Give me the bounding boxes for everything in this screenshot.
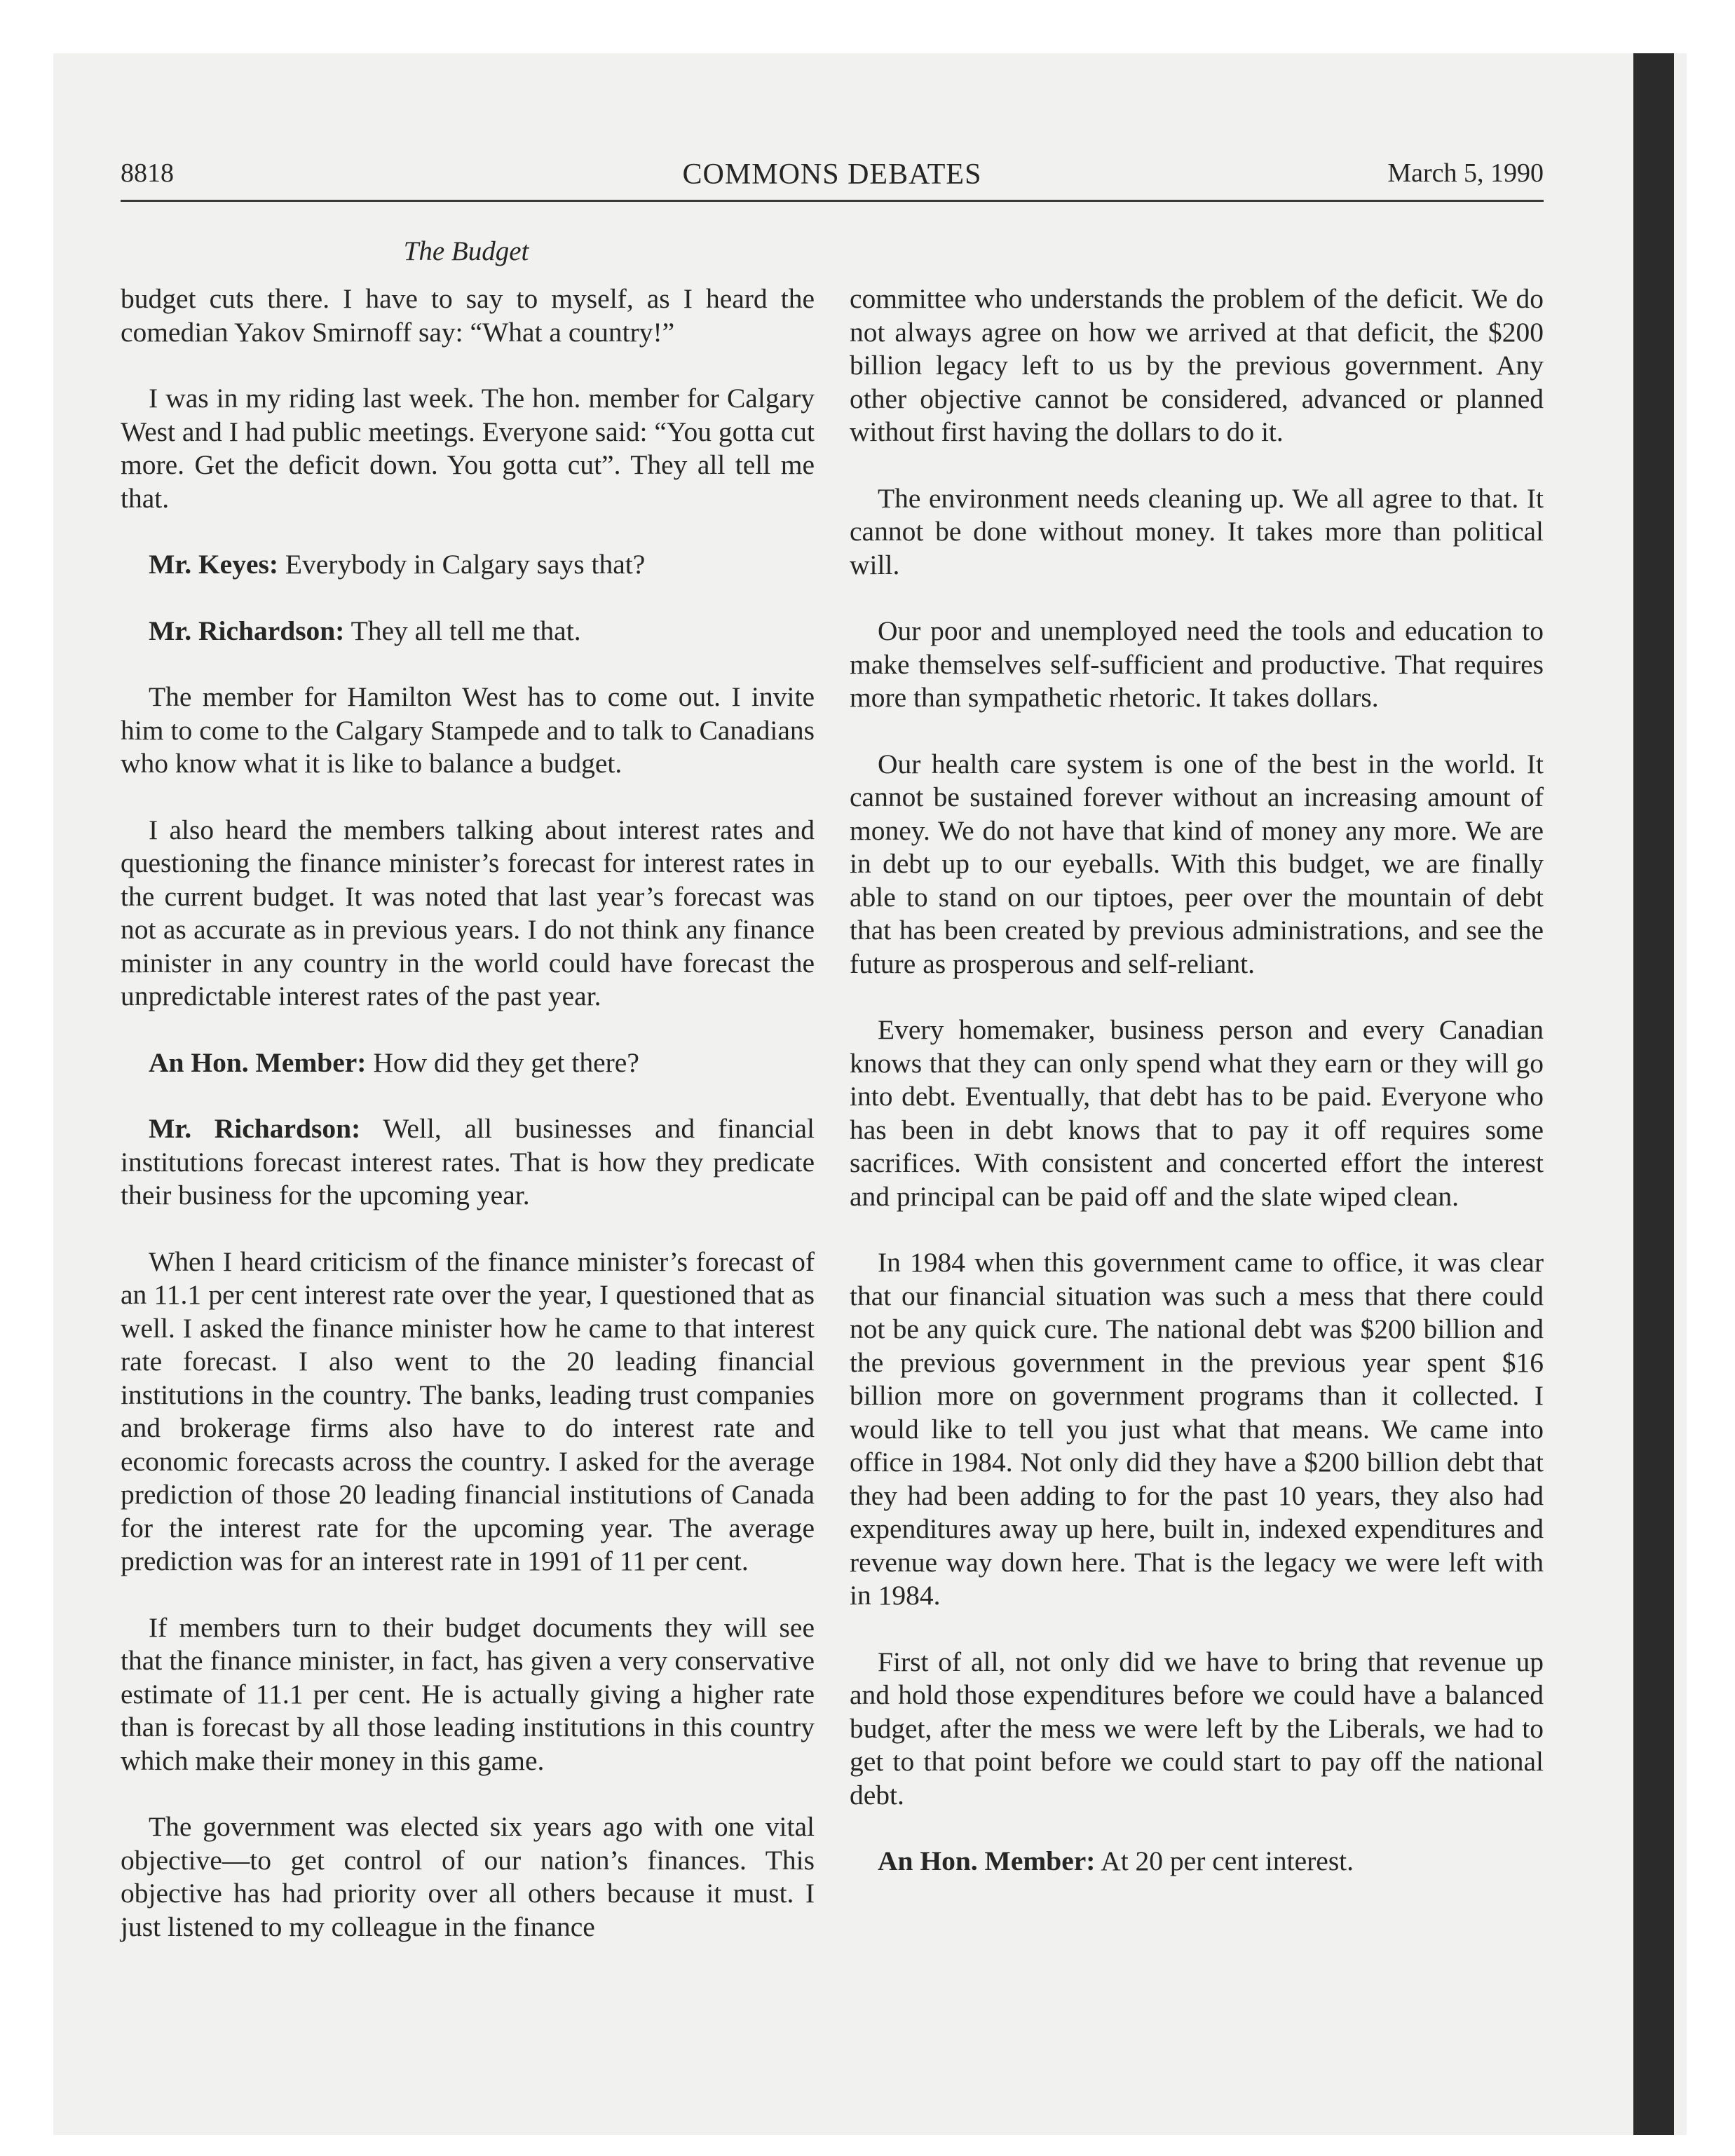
speaker-name: An Hon. Member: (878, 1845, 1096, 1876)
paragraph: When I heard criticism of the finance minister’s forecast of an 11.1 per cent interest rate over the year, I questioned that as well. I asked the finance minister how he came to that interest rate forecast. I also went to the 20 leading financial institutions in the country. The banks, leading trust companies and brokerage firms also have to do interest rate and economic forecasts across the country. I asked for the average prediction of those 20 leading financial institutions of Canada for the interest rate for the upcoming year. The average prediction was for an interest rate in 1991 of 11 per cent. (121, 1246, 815, 1576)
speech: Mr. Keyes: Everybody in Calgary says that? (149, 549, 646, 580)
paragraph: committee who understands the problem of the deficit. We do not always agree on how we arrived at that deficit, the $200 billion legacy left to us by the previous government. Any other objective cannot be considered, advanced or planned without first having the dollars to do it. (850, 283, 1544, 447)
paragraph: The member for Hamilton West has to come out. I invite him to come to the Calgary Stampede and to talk to Canadians who know what it is like to balance a budget. (121, 681, 815, 779)
paragraph: First of all, not only did we have to bring that revenue up and hold those expenditures before we could have a balanced budget, after the mess we were left by the Liberals, we had to get to that point before we could start to pay off the national debt. (850, 1646, 1544, 1810)
speaker-name: Mr. Keyes: (149, 549, 279, 580)
issue-date: March 5, 1990 (1387, 158, 1544, 188)
speaker-name: Mr. Richardson: (149, 615, 345, 646)
section-title: The Budget (403, 236, 529, 266)
paragraph: Every homemaker, business person and every Canadian knows that they can only spend what they earn or they will go into debt. Eventually, that debt has to be paid. Everyone who has been in debt knows that to pay it off requires some sacrifices. With consistent and concerted effort the interest and principal can be paid off and the slate wiped clean. (850, 1014, 1544, 1212)
paragraph: Our health care system is one of the best in the world. It cannot be sustained forever without an increasing amount of money. We do not have that kind of money any more. We are in debt up to our eyeballs. With this budget, we are finally able to stand on our tiptoes, peer over the mountain of debt that has been created by previous administrations, and see the future as prosperous and self-reliant. (850, 748, 1544, 979)
journal-title: COMMONS DEBATES (682, 158, 982, 191)
speaker-name: Mr. Richardson: (149, 1113, 361, 1144)
paragraph: I also heard the members talking about interest rates and questioning the finance minister’s forecast for interest rates in the current budget. It was noted that last year’s forecast was not as accurate as in previous years. I do not think any finance minister in any country in the world could have forecast the unpredictable interest rates of the past year. (121, 814, 815, 1011)
speech: Mr. Richardson: Well, all businesses and financial institutions forecast interest rates. That is how they predicate their business for the upcoming year. (121, 1113, 815, 1210)
paragraph: In 1984 when this government came to office, it was clear that our financial situation was such a mess that there could not be any quick cure. The national debt was $200 billion and the previous government in the previous year spent $16 billion more on government programs than it collected. I would like to tell you just what that means. We came into office in 1984. Not only did they have a $200 billion debt that they had been adding to for the past 10 years, they also had expenditures away up here, built in, indexed expenditures and revenue way down here. That is the legacy we were left with in 1984. (850, 1247, 1544, 1611)
header-rule (121, 200, 1544, 202)
speech: An Hon. Member: How did they get there? (149, 1046, 639, 1078)
left-column (121, 282, 815, 1977)
speech: Mr. Richardson: They all tell me that. (149, 615, 581, 646)
paragraph: Our poor and unemployed need the tools and education to make themselves self-sufficient and productive. That requires more than sympathetic rhetoric. It takes dollars. (850, 615, 1544, 713)
speech: An Hon. Member: At 20 per cent interest. (878, 1845, 1354, 1876)
paragraph: If members turn to their budget documents they will see that the finance minister, in fact, has given a very conservative estimate of 11.1 per cent. He is actually giving a higher rate than is forecast by all those leading institutions in this country which make their money in this game. (121, 1611, 815, 1776)
paragraph: budget cuts there. I have to say to myself, as I heard the comedian Yakov Smirnoff say: “What a country!” (121, 283, 815, 348)
speaker-name: An Hon. Member: (149, 1046, 367, 1078)
page-number: 8818 (121, 158, 174, 188)
paragraph: The government was elected six years ago with one vital objective—to get control of our nation’s finances. This objective has had priority over all others because it must. I just listened to my colleague in the finance (121, 1811, 815, 1942)
paragraph: The environment needs cleaning up. We all agree to that. It cannot be done without money. It takes more than political will. (850, 482, 1544, 580)
scan-edge-shadow (1633, 53, 1674, 2135)
paragraph: I was in my riding last week. The hon. member for Calgary West and I had public meetings. Everyone said: “You gotta cut more. Get the deficit down. You gotta cut”. They all tell me that. (121, 383, 815, 514)
page-header (121, 158, 1544, 200)
right-column (850, 282, 1544, 1911)
